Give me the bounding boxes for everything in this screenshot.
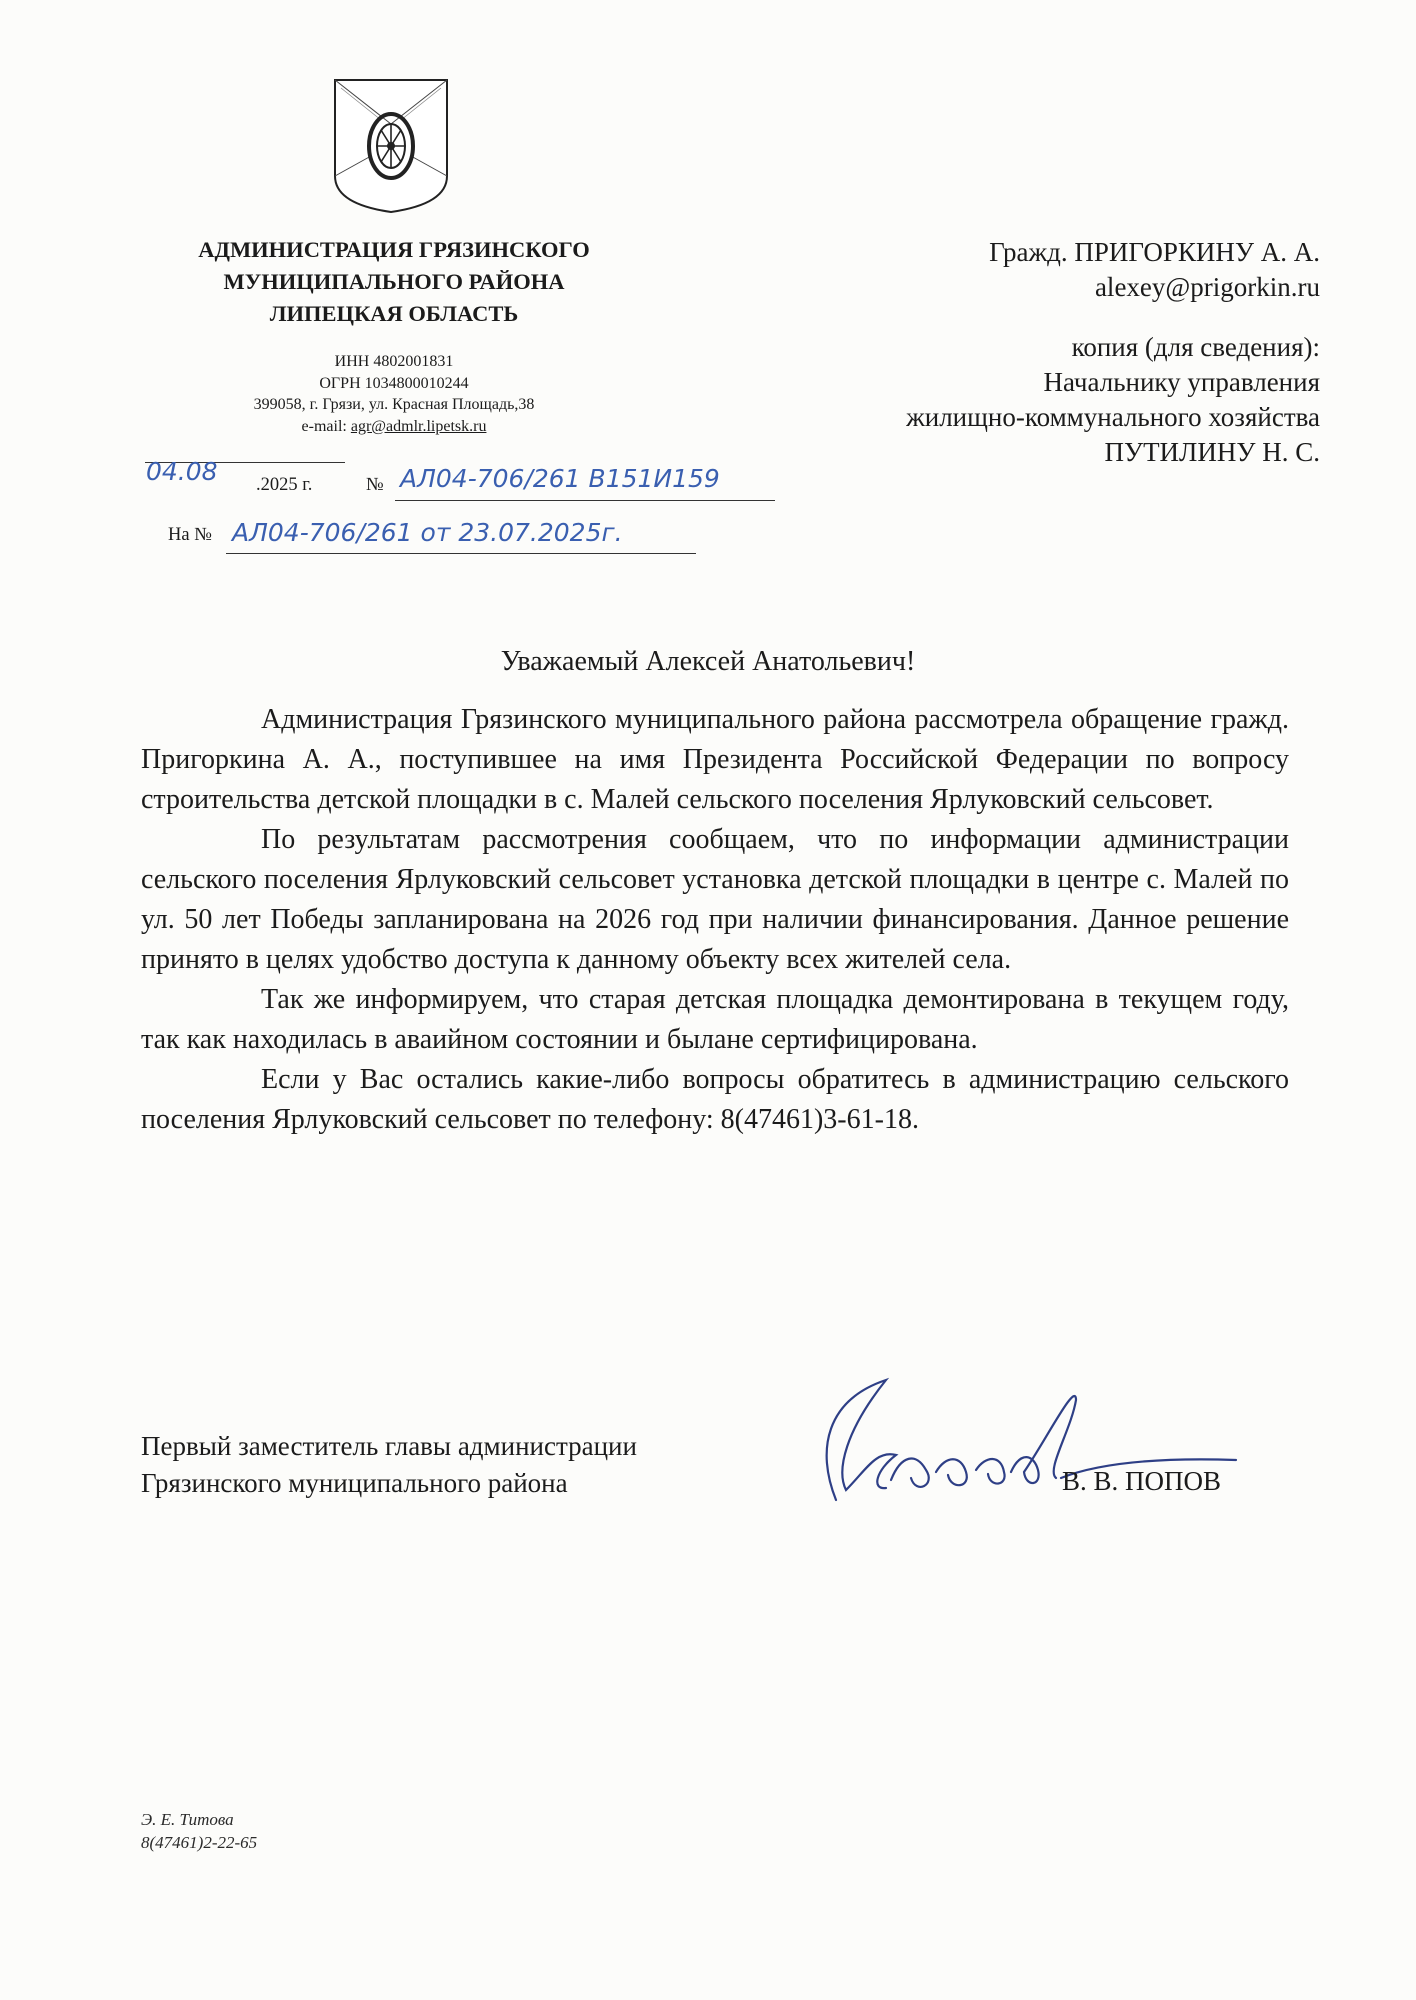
org-line-3: ЛИПЕЦКАЯ ОБЛАСТЬ [269,301,519,326]
org-line-1: АДМИНИСТРАЦИЯ ГРЯЗИНСКОГО [198,237,590,262]
executor-info [141,1808,257,1854]
organization-name [150,234,638,330]
position-line-2: Грязинского муниципального района [141,1468,568,1498]
paragraph: По результатам рассмотрения сообщаем, что по информации администрации сельского поселения Ярлуковский сельсовет установка детской площадки в центре с. Малей по ул. 50 лет Победы запланирована на 2026 год при наличии финансирования. Данное решение принято в целях удобство доступа к данному объекту всех жителей села. [141,824,1289,975]
recipient-name: Гражд. ПРИГОРКИНУ А. А. [989,237,1320,267]
org-email-line [150,416,638,438]
reply-number: АЛ04-706/261 от 23.07.2025г. [232,518,623,547]
copy-line-3: ПУТИЛИНУ Н. С. [1104,437,1320,467]
copy-line-2: жилищно-коммунального хозяйства [906,402,1320,432]
executor-name: Э. Е. Титова [141,1810,234,1829]
paragraph: Если у Вас остались какие-либо вопросы обратитесь в администрацию сельского поселения Ярлуковский сельсовет по телефону: 8(47461)3-61-18. [141,1064,1289,1135]
org-line-2: МУНИЦИПАЛЬНОГО РАЙОНА [223,269,565,294]
signatory-name: В. В. ПОПОВ [1062,1466,1222,1496]
inn: ИНН 4802001831 [334,353,454,370]
position-line-1: Первый заместитель главы администрации [141,1431,637,1461]
org-address: 399058, г. Грязи, ул. Красная Площадь,38 [253,396,535,413]
outgoing-date: 04.08 [146,457,218,486]
organization-requisites [150,351,638,437]
reply-underline [226,553,696,554]
ogrn: ОГРН 1034800010244 [319,374,469,392]
outgoing-year: .2025 г. [256,475,313,495]
greeting: Уважаемый Алексей Анатольевич! [500,646,916,677]
copy-label: копия (для сведения): [1071,332,1320,362]
number-label: № [366,475,384,495]
signatory-position [141,1428,637,1502]
paragraph: Так же информируем, что старая детская площадка демонтирована в текущем году, так как находилась в аваийном состоянии и былане сертифицирована. [141,984,1289,1055]
org-email-link[interactable]: agr@admlr.lipetsk.ru [350,417,487,435]
coat-of-arms-icon [331,76,451,216]
number-underline [395,500,775,501]
outgoing-number: АЛ04-706/261 В151И159 [400,464,720,493]
reply-label: На № [168,525,212,545]
paragraph: Администрация Грязинского муниципального района рассмотрела обращение гражд. Пригоркина А. А., поступившее на имя Президента Российской Федерации по вопросу строительства детской площадки в с. Малей сельского поселения Ярлуковский сельсовет. [141,704,1289,815]
email-label: e-mail: [301,417,347,435]
recipient-block [780,235,1320,470]
copy-line-1: Начальнику управления [1043,367,1320,397]
executor-phone: 8(47461)2-22-65 [141,1833,258,1852]
letter-body [141,700,1289,1140]
recipient-email[interactable]: alexey@prigorkin.ru [1094,272,1320,302]
